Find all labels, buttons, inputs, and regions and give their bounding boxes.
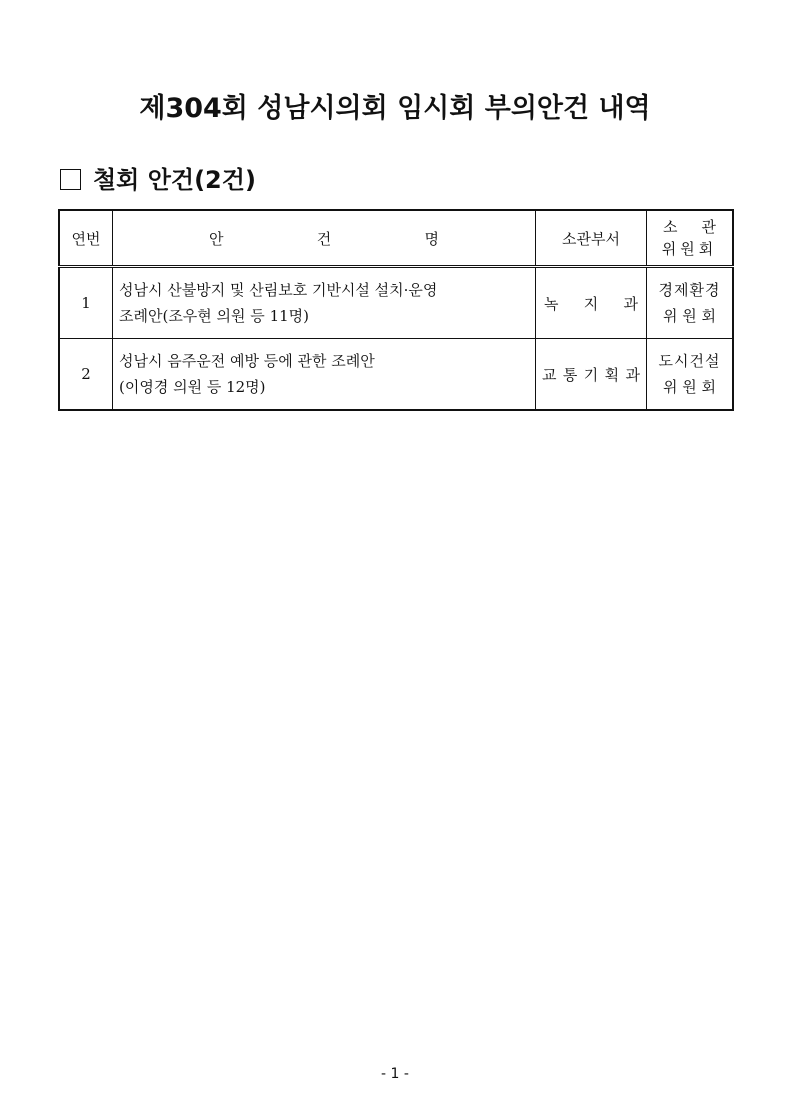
header-dept: 소관부서	[536, 210, 647, 267]
row-dept-char: 지	[583, 294, 599, 313]
row-committee-line2: 위 원 회	[662, 307, 716, 325]
header-committee-line2: 위원회	[661, 240, 718, 258]
header-committee-char: 관	[701, 218, 716, 236]
row-dept	[536, 339, 647, 411]
row-committee	[647, 267, 734, 339]
row-dept-char: 통	[562, 365, 578, 384]
checkbox-square-icon	[60, 169, 81, 190]
header-name-char: 안	[209, 229, 224, 248]
row-dept-char: 기	[583, 365, 599, 384]
row-dept-char: 과	[625, 365, 640, 384]
header-name	[113, 210, 536, 267]
page-number: - 1 -	[381, 1066, 409, 1082]
row-dept-char: 녹	[544, 294, 559, 313]
row-dept-char: 교	[542, 365, 557, 384]
section-heading-text: 철회 안건(2건)	[93, 166, 256, 194]
row-committee-line1: 경제환경	[658, 281, 721, 299]
row-no: 1	[59, 267, 113, 339]
row-name-line1: 성남시 음주운전 예방 등에 관한 조례안	[119, 352, 375, 370]
row-name-line2: (이영경 의원 등 12명)	[119, 378, 266, 396]
row-name	[113, 267, 536, 339]
agenda-table	[58, 209, 734, 411]
section-heading	[60, 160, 256, 195]
row-committee	[647, 339, 734, 411]
row-name	[113, 339, 536, 411]
row-committee-line2: 위 원 회	[662, 378, 716, 396]
row-committee-line1: 도시건설	[658, 352, 721, 370]
row-name-line1: 성남시 산불방지 및 산림보호 기반시설 설치·운영	[119, 281, 438, 299]
row-name-line2: 조례안(조우현 의원 등 11명)	[119, 307, 309, 325]
table-header-row	[59, 210, 733, 267]
table-row	[59, 339, 733, 411]
row-dept-char: 과	[623, 294, 638, 313]
row-no: 2	[59, 339, 113, 411]
row-dept-char: 획	[604, 365, 620, 384]
row-dept	[536, 267, 647, 339]
header-no: 연번	[59, 210, 113, 267]
table-row	[59, 267, 733, 339]
header-committee	[647, 210, 734, 267]
header-name-char: 명	[424, 229, 439, 248]
document-title: 제304회 성남시의회 임시회 부의안건 내역	[139, 93, 651, 124]
header-name-char: 건	[316, 229, 332, 248]
header-committee-char: 소	[663, 218, 678, 236]
